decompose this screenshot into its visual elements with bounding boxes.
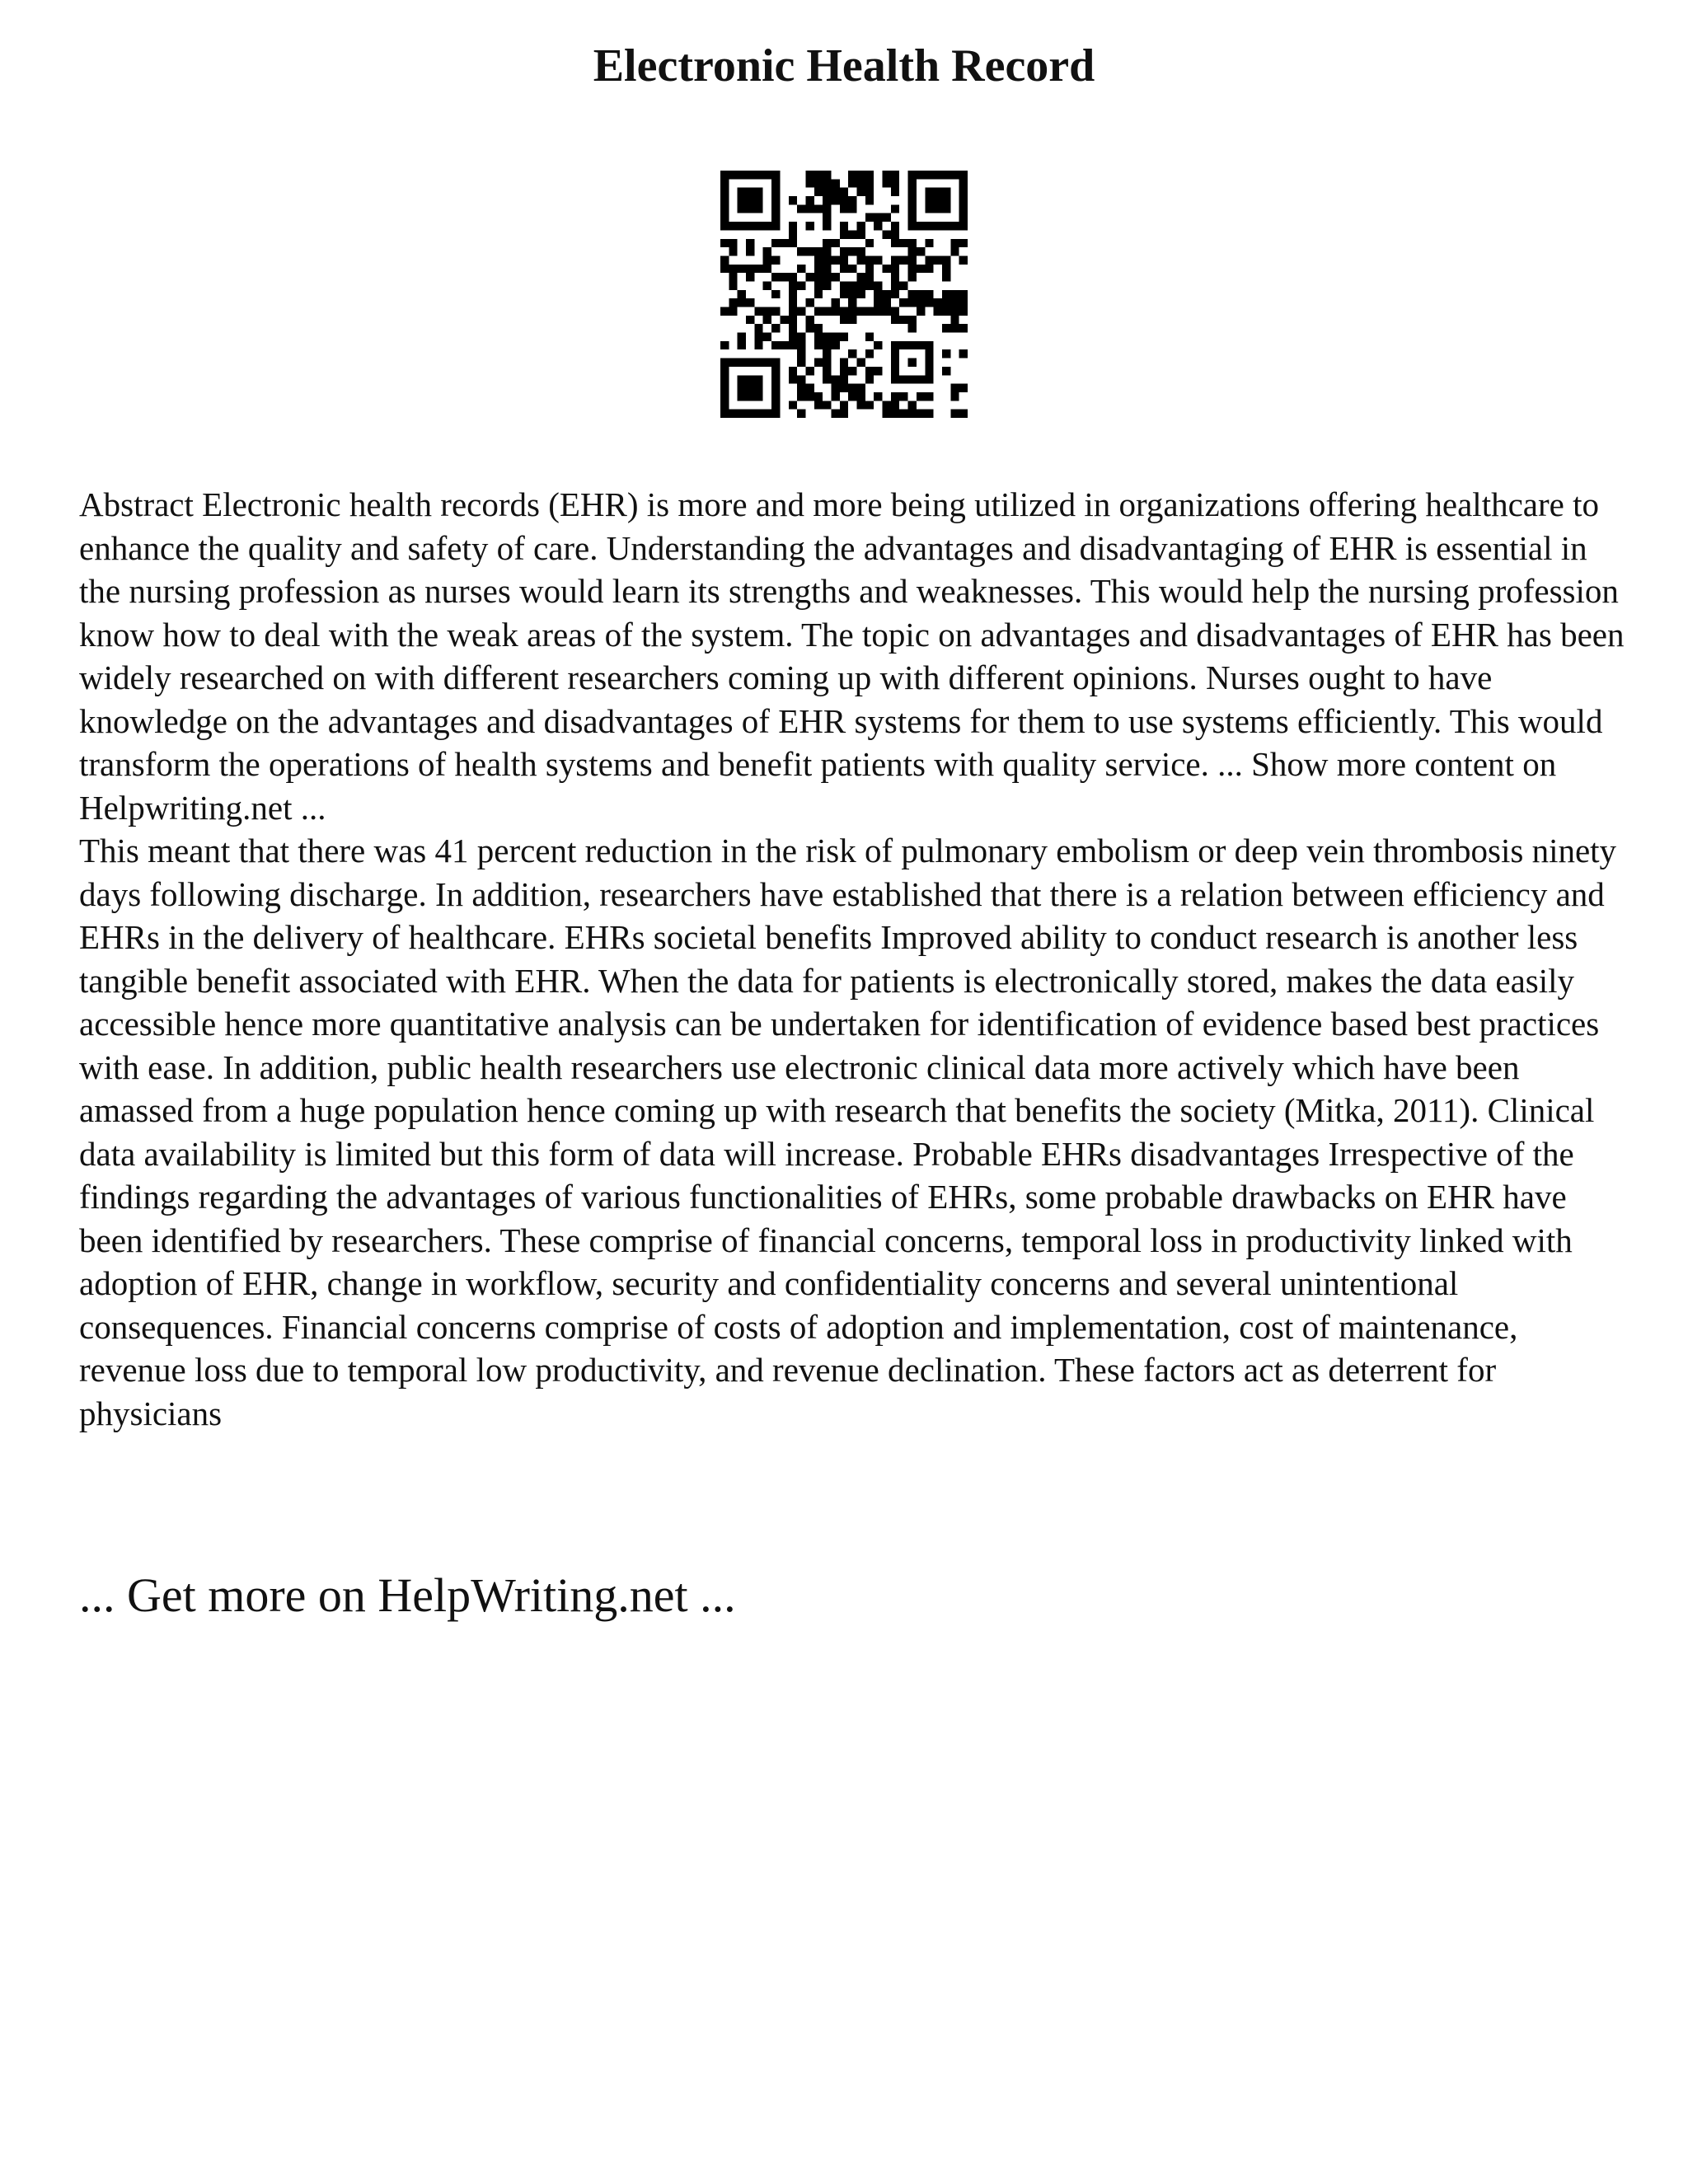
paragraph-abstract: Abstract Electronic health records (EHR) is more and more being utilized in organizations offering healthcare to enhance the quality and safety of care. Understanding the advantages and disadvantaging of EHR is essential in the nursing profession as nurses would learn its strengths and weaknesses. This would help the nursing profession know how to deal with the weak areas of the system. The topic on advantages and disadvantages of EHR has been widely researched on with different researchers coming up with different opinions. Nurses ought to have knowledge on the advantages and disadvantages of EHR systems for them to use systems efficiently. This would transform the operations of health systems and benefit patients with quality service. ... Show more content on Helpwriting.net ... <box>79 485 1625 827</box>
get-more-link[interactable]: ... Get more on HelpWriting.net ... <box>79 1568 736 1622</box>
document-body <box>79 483 1629 1435</box>
qr-code-icon <box>720 171 968 418</box>
paragraph-benefits: This meant that there was 41 percent reduction in the risk of pulmonary embolism or deep vein thrombosis ninety days following discharge. In addition, researchers have established that there is a relation between efficiency and EHRs in the delivery of healthcare. EHRs societal benefits Improved ability to conduct research is another less tangible benefit associated with EHR. When the data for patients is electronically stored, makes the data easily accessible hence more quantitative analysis can be undertaken for identification of evidence based best practices with ease. In addition, public health researchers use electronic clinical data more actively which have been amassed from a huge population hence coming up with research that benefits the society (Mitka, 2011). Clinical data availability is limited but this form of data will increase. Probable EHRs disadvantages Irrespective of the findings regarding the advantages of various functionalities of EHRs, some probable drawbacks on EHR have been identified by researchers. These comprise of financial concerns, temporal loss in productivity linked with adoption of EHR, change in workflow, security and confidentiality concerns and several unintentional consequences. Financial concerns comprise of costs of adoption and implementation, cost of maintenance, revenue loss due to temporal low productivity, and revenue declination. These factors act as deterrent for physicians <box>79 832 1617 1432</box>
document-title: Electronic Health Record <box>593 40 1095 91</box>
